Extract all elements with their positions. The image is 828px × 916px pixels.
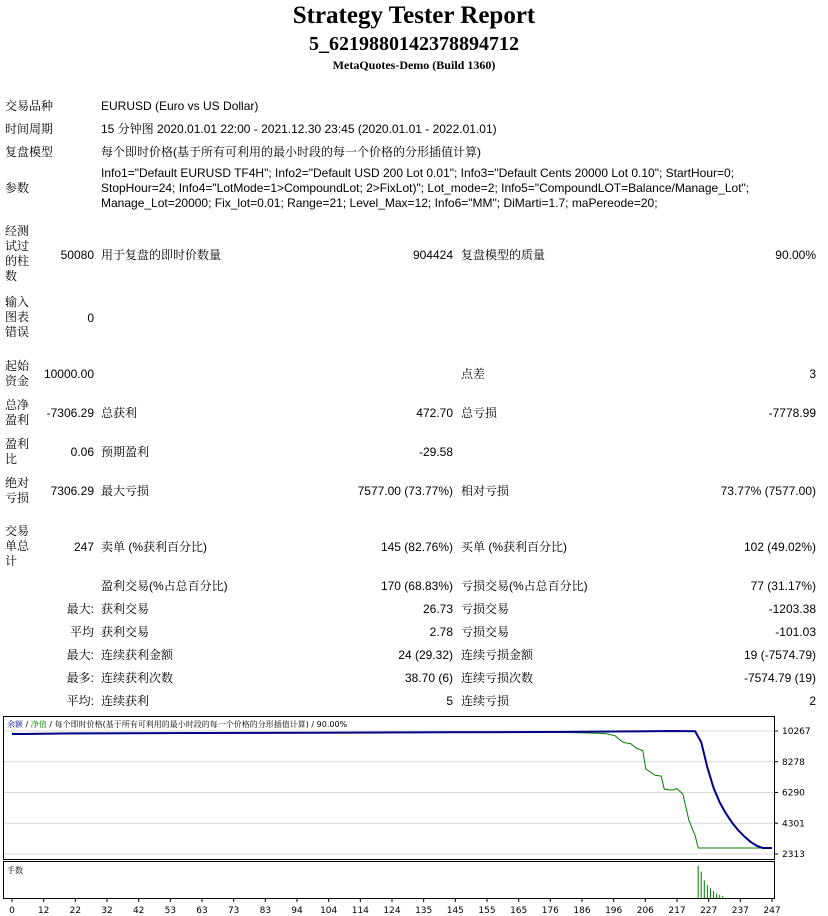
- x-tick-label: 22: [69, 906, 82, 916]
- x-tick-label: 32: [101, 906, 113, 916]
- average-loss-value: -101.03: [775, 625, 816, 639]
- profit-trades-value: 170 (68.83%): [380, 579, 453, 593]
- x-tick-label: 227: [700, 906, 718, 916]
- x-tick-label: 12: [37, 906, 50, 916]
- max-consecutive-losses-label: 连续亏损金额: [461, 648, 534, 662]
- expected-payoff-value: -29.58: [418, 445, 453, 459]
- quality-value: 90.00%: [775, 248, 816, 262]
- x-tick-label: 135: [415, 906, 433, 916]
- quality-label: 复盘模型的质量: [461, 248, 546, 262]
- svg-text:余额 / 净值: [7, 719, 348, 729]
- total-trades-value: 247: [73, 540, 94, 554]
- average-consecutive-wins-value: 5: [446, 694, 453, 708]
- profit-trades-label: 盈利交易(%占总百分比): [101, 579, 228, 593]
- average-profit-label: 获利交易: [101, 625, 150, 639]
- x-tick-label: 53: [164, 906, 177, 916]
- average-prefix: 平均: [69, 625, 94, 639]
- average-consecutive-wins-label: 连续获利: [101, 694, 150, 708]
- average-consecutive-losses-label: 连续亏损: [461, 694, 510, 708]
- x-tick-label: 165: [510, 906, 528, 916]
- symbol-value: EURUSD (Euro vs US Dollar): [101, 99, 259, 113]
- x-tick-label: 0: [9, 906, 15, 916]
- largest-profit-value: 26.73: [422, 602, 453, 616]
- legend-balance: 余额: [7, 720, 23, 729]
- ticks-label: 用于复盘的即时价数量: [101, 248, 222, 262]
- x-tick-label: 104: [320, 906, 338, 916]
- absolute-drawdown-value: 7306.29: [50, 484, 94, 498]
- x-tick-label: 94: [291, 906, 303, 916]
- largest-loss-label: 亏损交易: [461, 602, 510, 616]
- x-tick-label: 83: [259, 906, 272, 916]
- relative-drawdown-value: 73.77% (7577.00): [720, 484, 816, 498]
- legend-separator: /: [25, 720, 29, 729]
- max-consecutive-loss-label: 连续亏损次数: [461, 671, 534, 685]
- x-tick-labels: [9, 906, 780, 916]
- average-profit-value: 2.78: [429, 625, 453, 639]
- x-tick-label: 124: [383, 906, 401, 916]
- report-title: Strategy Tester Report: [292, 2, 536, 29]
- volume-label: 手数: [7, 866, 23, 875]
- legend-separator: /: [49, 720, 53, 729]
- params-line-3: Manage_Lot=20000; Fix_lot=0.01; Range=21; Level_Max=12; Info6="MM"; DiMarti=1.7; maPereode=20;: [101, 196, 658, 210]
- maximal-drawdown-label: 最大亏损: [101, 484, 150, 498]
- largest-loss-value: -1203.38: [768, 602, 816, 616]
- x-tick-label: 247: [763, 906, 781, 916]
- x-tick-label: 145: [446, 906, 464, 916]
- balance-chart-svg: [3, 716, 825, 916]
- max-consecutive-losses-value: 19 (-7574.79): [743, 648, 816, 662]
- gross-loss-value: -7778.99: [768, 406, 816, 420]
- symbol-label: 交易品种: [5, 99, 54, 113]
- largest-profit-label: 获利交易: [101, 602, 150, 616]
- net-profit-label: 总净盈利: [5, 398, 30, 427]
- long-positions-label: 买单 (%获利百分比): [461, 540, 567, 554]
- deposit-value: 10000.00: [43, 367, 94, 381]
- price-panel-frame: [4, 717, 775, 860]
- max-consecutive-profit-label: 连续获利次数: [101, 671, 174, 685]
- profit-factor-value: 0.06: [70, 445, 94, 459]
- average-consecutive-losses-value: 2: [809, 694, 816, 708]
- balance-chart: [3, 716, 825, 916]
- params-line-1: Info1="Default EURUSD TF4H"; Info2="Default USD 200 Lot 0.01"; Info3="Default Cents 20000 Lot 0.10"; StartHour=0;: [101, 166, 735, 180]
- spread-label: 点差: [461, 367, 486, 381]
- bars-label: 经测试过的柱数: [5, 224, 30, 283]
- legend-model: 每个即时价格(基于所有可利用的最小时段的每一个价格的分形插值计算): [54, 720, 309, 729]
- x-tick-label: 186: [573, 906, 591, 916]
- spread-value: 3: [809, 367, 816, 381]
- largest-prefix: 最大:: [66, 602, 94, 616]
- average-consecutive-prefix: 平均:: [66, 694, 94, 708]
- y-tick-label: 2313: [782, 850, 805, 860]
- short-positions-value: 145 (82.76%): [380, 540, 453, 554]
- model-label: 复盘模型: [5, 145, 54, 159]
- x-tick-label: 155: [478, 906, 496, 916]
- average-loss-label: 亏损交易: [461, 625, 510, 639]
- y-tick-label: 6290: [782, 788, 805, 799]
- max-consecutive-prefix: 最大:: [66, 648, 94, 662]
- max-consecutive-wins-value: 24 (29.32): [398, 648, 453, 662]
- short-positions-label: 卖单 (%获利百分比): [101, 540, 207, 554]
- expected-payoff-label: 预期盈利: [101, 445, 150, 459]
- volume-panel-frame: [4, 862, 775, 899]
- loss-trades-label: 亏损交易(%占总百分比): [461, 579, 588, 593]
- params-line-2: StopHour=24; Info4="LotMode=1>CompoundLot; 2>FixLot)"; Lot_mode=2; Info5="CompoundLOT=Balance/Manage_Lot";: [101, 181, 750, 195]
- maximal-drawdown-value: 7577.00 (73.77%): [357, 484, 453, 498]
- y-tick-labels: [782, 727, 811, 860]
- gross-loss-label: 总亏损: [461, 406, 498, 420]
- gross-profit-value: 472.70: [416, 406, 453, 420]
- absolute-drawdown-label: 绝对亏损: [5, 476, 30, 505]
- y-tick-label: 4301: [782, 819, 805, 830]
- params-label: 参数: [5, 181, 30, 195]
- period-label: 时间周期: [5, 122, 54, 136]
- long-positions-value: 102 (49.02%): [743, 540, 816, 554]
- errors-label: 输入图表错误: [5, 295, 30, 339]
- x-tick-label: 206: [636, 906, 654, 916]
- report-subtitle: 5_6219880142378894712: [309, 33, 519, 55]
- legend-quality: 90.00%: [316, 720, 348, 729]
- most-prefix: 最多:: [66, 671, 94, 685]
- relative-drawdown-label: 相对亏损: [461, 484, 510, 498]
- x-tick-label: 196: [605, 906, 623, 916]
- profit-factor-label: 盈利比: [5, 437, 30, 466]
- x-tick-label: 42: [132, 906, 145, 916]
- x-tick-label: 73: [227, 906, 240, 916]
- deposit-label: 起始资金: [5, 359, 30, 388]
- x-tick-label: 63: [196, 906, 208, 916]
- errors-value: 0: [87, 311, 94, 325]
- max-consecutive-profit-value: 38.70 (6): [404, 671, 453, 685]
- period-value: 15 分钟图 2020.01.01 22:00 - 2021.12.30 23:45 (2020.01.01 - 2022.01.01): [101, 122, 497, 136]
- legend-equity: 净值: [30, 720, 47, 729]
- legend-separator: /: [311, 720, 315, 729]
- max-consecutive-loss-value: -7574.79 (19): [743, 671, 816, 685]
- x-tick-label: 114: [351, 906, 369, 916]
- max-consecutive-wins-label: 连续获利金额: [101, 648, 174, 662]
- gross-profit-label: 总获利: [101, 406, 138, 420]
- total-trades-label: 交易单总计: [5, 524, 30, 568]
- bars-value: 50080: [60, 248, 94, 262]
- ticks-value: 904424: [412, 248, 453, 262]
- net-profit-value: -7306.29: [46, 406, 94, 420]
- x-tick-label: 176: [541, 906, 559, 916]
- build-info: MetaQuotes-Demo (Build 1360): [332, 58, 496, 72]
- x-tick-label: 237: [731, 906, 749, 916]
- loss-trades-value: 77 (31.17%): [750, 579, 816, 593]
- x-tick-label: 217: [668, 906, 686, 916]
- model-value: 每个即时价格(基于所有可利用的最小时段的每一个价格的分形插值计算): [101, 145, 481, 159]
- y-tick-label: 8278: [782, 757, 805, 768]
- y-tick-label: 10267: [782, 727, 811, 737]
